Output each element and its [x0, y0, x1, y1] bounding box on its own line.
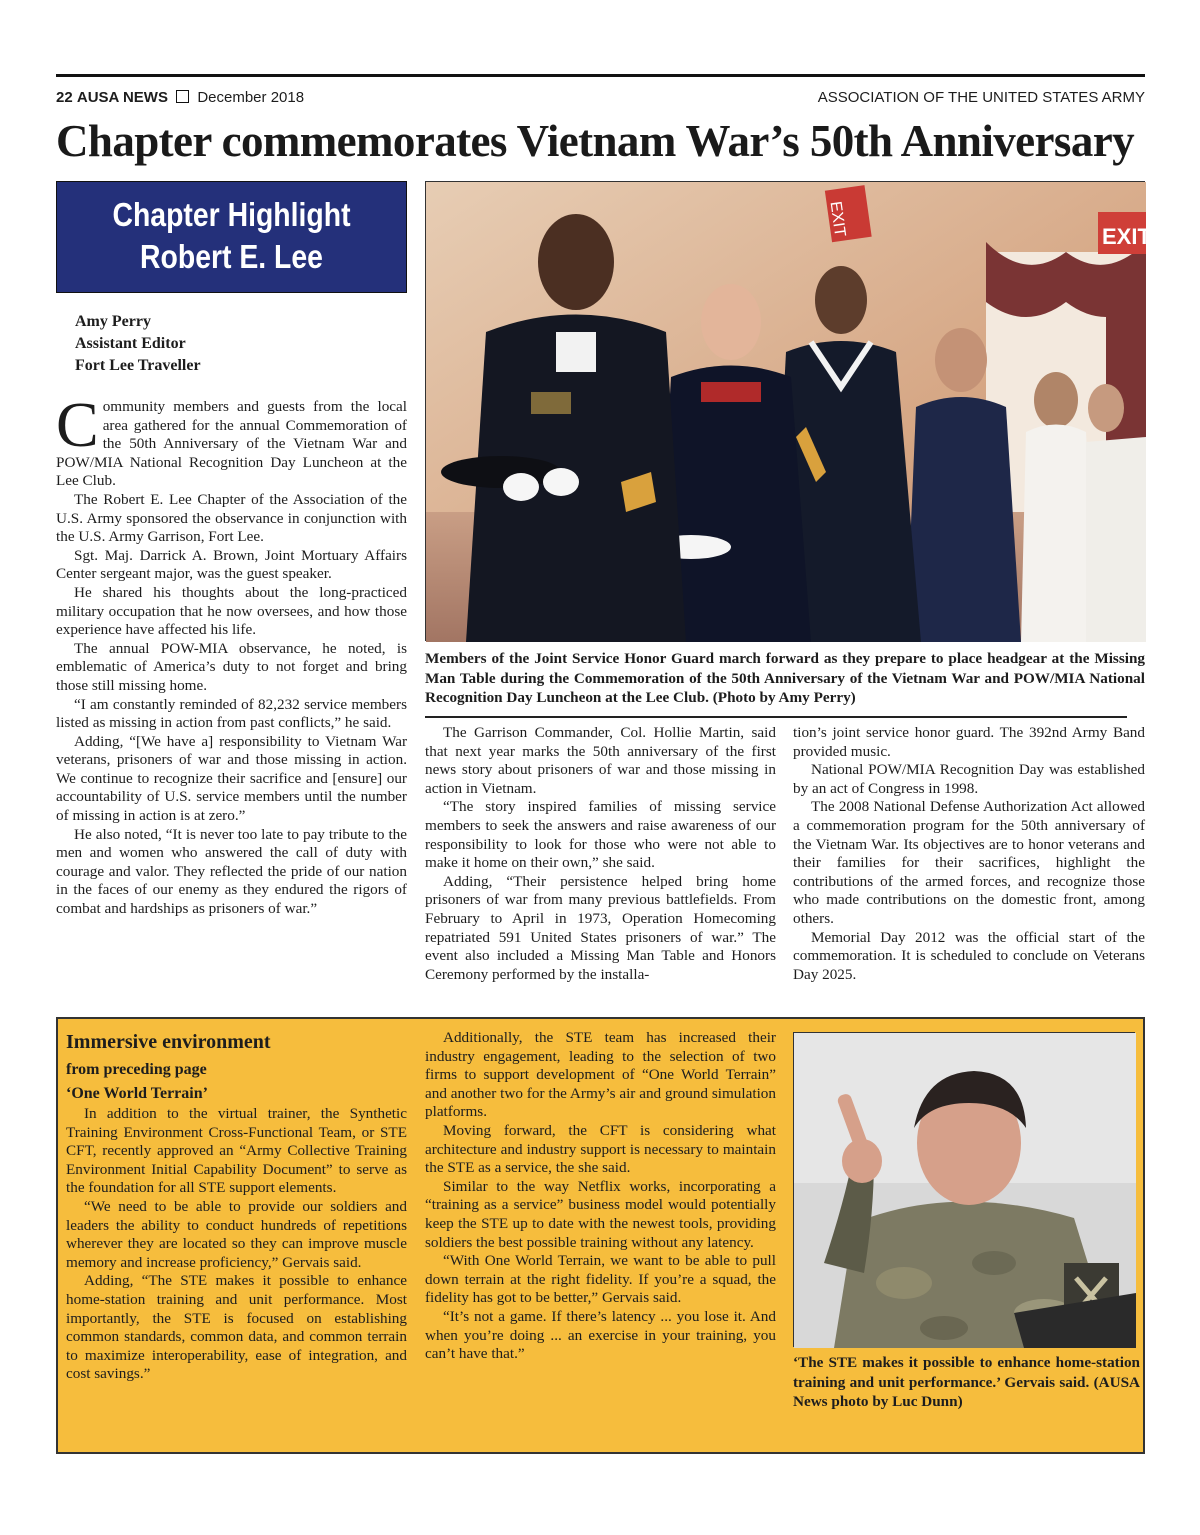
drop-cap: C [56, 389, 99, 460]
author-title: Assistant Editor [75, 335, 186, 352]
article-paragraph: The Robert E. Lee Chapter of the Association of the U.S. Army sponsored the observance in conjunction with the U.S. Army Garrison, Fort Lee. [56, 490, 407, 546]
header-rule [56, 74, 1145, 77]
issue-date: December 2018 [197, 89, 305, 106]
photo-caption: ‘The STE makes it possible to enhance home-station training and unit performance.’ Gervais said. (AUSA News photo by Luc Dunn) [793, 1354, 1140, 1410]
highlight-line1: Chapter Highlight [112, 196, 351, 233]
exit-sign-text: EXIT [826, 200, 849, 238]
article-paragraph: He shared his thoughts about the long-practiced military occupation that he now oversees, and how those experience have affected his life. [56, 583, 407, 639]
sidebar-heading: Immersive environment [66, 1031, 271, 1053]
article-column-1 [56, 389, 407, 919]
honor-guard-photo [425, 181, 1151, 641]
article-paragraph: Community members and guests from the local area gathered for the annual Commemoration of the 50th Anniversary of the Vietnam War and POW/MIA National Recognition Day Luncheon at the Lee Club. [56, 389, 407, 490]
article-paragraph: National POW/MIA Recognition Day was established by an act of Congress in 1998. [793, 761, 1145, 797]
sidebar-paragraph: In addition to the virtual trainer, the Synthetic Training Environment Cross-Functional Team, or STE CFT, recently approved an “Army Collective Training Environment Initial Capability Document” to serve as the foundation for all STE support elements. [66, 1105, 407, 1197]
caption-rule [425, 716, 1127, 718]
highlight-line2: Robert E. Lee [140, 238, 323, 275]
photo-caption: Members of the Joint Service Honor Guard march forward as they prepare to place headgear at the Missing Man Table during the Commemoration of the 50th Anniversary of the Vietnam War and POW/MIA National Recognition Day Luncheon at the Lee Club. (Photo by Amy Perry) [425, 650, 1145, 706]
sidebar-paragraph: “We need to be able to provide our soldiers and leaders the ability to conduct hundreds of repetitions wherever they are located so they can improve muscle memory and increase proficiency,” Gervais said. [66, 1197, 407, 1271]
sidebar-column-1 [66, 1029, 407, 1384]
article-column-3 [793, 724, 1145, 984]
page-number: 22 [56, 89, 73, 106]
headline: Chapter commemorates Vietnam War’s 50th Anniversary [56, 116, 1134, 166]
sidebar-paragraph: “It’s not a game. If there’s latency ... you lose it. And when you’re doing ... an exercise in your training, you can’t have that.” [425, 1307, 776, 1363]
sidebar-paragraph: Similar to the way Netflix works, incorporating a “training as a service” business model would potentially keep the STE up to date with the newest tools, providing soldiers the best possible training without any latency. [425, 1177, 776, 1251]
article-paragraph: Sgt. Maj. Darrick A. Brown, Joint Mortuary Affairs Center sergeant major, was the guest speaker. [56, 546, 407, 583]
article-column-2 [425, 724, 776, 984]
article-paragraph: Memorial Day 2012 was the official start of the commemoration. It is scheduled to conclude on Veterans Day 2025. [793, 928, 1145, 983]
exit-sign-text: EXIT [1102, 224, 1151, 249]
article-paragraph: “The story inspired families of missing service members to seek the answers and raise awareness of our responsibility to look for those who were not able to make it home on their own,” she said. [425, 798, 776, 872]
sidebar-column-2 [425, 1029, 776, 1364]
organization-name: ASSOCIATION OF THE UNITED STATES ARMY [817, 89, 1145, 106]
page-header-left [56, 89, 304, 106]
publication-name: AUSA NEWS [76, 89, 168, 106]
sidebar-section-title: ‘One World Terrain’ [66, 1085, 208, 1102]
sidebar-paragraph: Moving forward, the CFT is considering what architecture and industry support is necessary to maintain the STE as a service, the she said. [425, 1121, 776, 1177]
author-outlet: Fort Lee Traveller [75, 357, 201, 374]
article-paragraph: “I am constantly reminded of 82,232 service members listed as missing in action from past conflicts,” he said. [56, 695, 407, 732]
sidebar-subheading: from preceding page [66, 1061, 207, 1078]
chapter-highlight-box [56, 181, 407, 293]
article-paragraph: tion’s joint service honor guard. The 392nd Army Band provided music. [793, 724, 1145, 760]
byline [75, 311, 201, 377]
article-paragraph: He also noted, “It is never too late to pay tribute to the men and women who answered the call of duty with courage and valor. They reflected the pride of our nation in the faces of our enemy as they endured the rigors of combat and hardships as prisoners of war.” [56, 825, 407, 918]
article-paragraph: Adding, “[We have a] responsibility to Vietnam War veterans, prisoners of war and those missing in action. We continue to recognize their sacrifice and [ensure] our accountability of U.S. service members until the number of missing in action is at zero.” [56, 732, 407, 825]
checkbox-icon [176, 90, 189, 103]
sidebar-paragraph: Additionally, the STE team has increased their industry engagement, leading to the selection of two firms to support development of “One World Terrain” and another two for the Army’s air and ground simulation platforms. [425, 1029, 776, 1121]
sidebar-paragraph: Adding, “The STE makes it possible to enhance home-station training and unit performance. Most importantly, the STE is focused on establishing common standards, common data, and common terrain to maximize interoperability, ease of integration, and cost savings.” [66, 1272, 407, 1383]
article-paragraph: The Garrison Commander, Col. Hollie Martin, said that next year marks the 50th anniversary of the first news story about prisoners of war and those missing in action in Vietnam. [425, 724, 776, 797]
article-paragraph: The annual POW-MIA observance, he noted, is emblematic of America’s duty to not forget and bring those still missing home. [56, 639, 407, 694]
gervais-photo [793, 1032, 1135, 1347]
article-paragraph: The 2008 National Defense Authorization Act allowed a commemoration program for the 50th anniversary of the Vietnam War. Its objectives are to honor veterans and their families for their sacrifices, highlight the contributions of the armed forces, and recognize those who made contributions on the domestic front, among others. [793, 798, 1145, 927]
sidebar-paragraph: “With One World Terrain, we want to be able to pull down terrain at the right fidelity. If you’re a squad, the fidelity has got to be better,” Gervais said. [425, 1252, 776, 1307]
author-name: Amy Perry [75, 313, 151, 330]
article-paragraph: Adding, “Their persistence helped bring home prisoners of war from many previous battlefields. From February to April in 1973, Operation Homecoming repatriated 591 United States prisoners of war.” The event also included a Missing Man Table and Honors Ceremony performed by the installa- [425, 872, 776, 983]
